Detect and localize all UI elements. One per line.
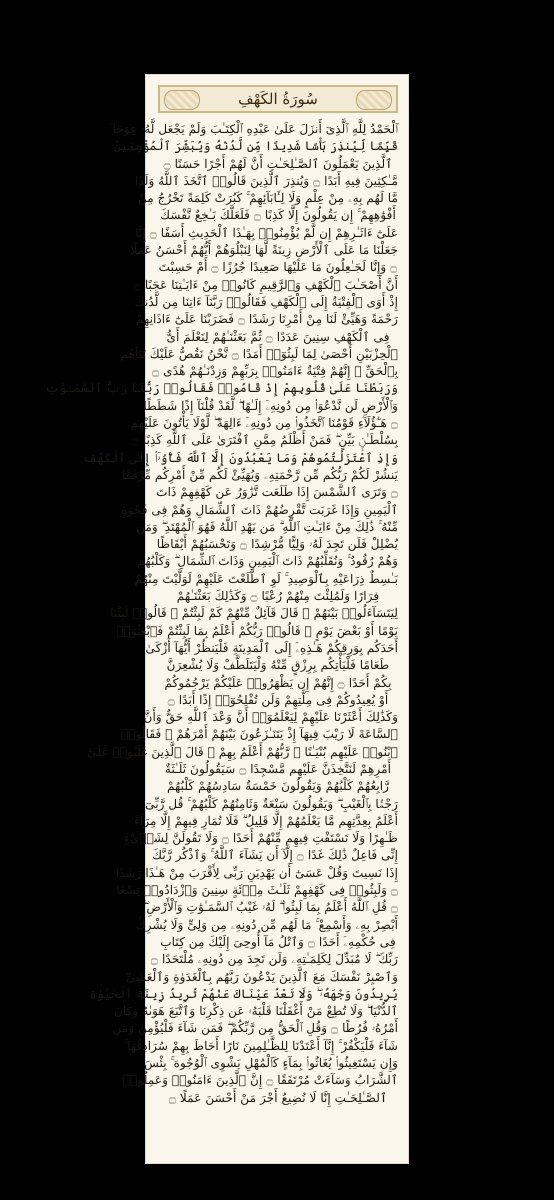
text-line: يُرِيدُونَ وَجْهَهُۥ ۖ وَلَا تَعْدُ عَيْنَاكَ عَنْهُمْ تُرِيدُ زِينَةَ ٱلْحَيَوٰةِ xyxy=(89,986,398,1001)
text-line: ٱلصَّـٰلِحَـٰتِ إِنَّا لَا نُضِيعُ أَجْرَ مَنْ أَحْسَنَ عَمَلًا ۝ xyxy=(168,1090,388,1105)
text-line: جَعَلْنَا مَا عَلَى ٱلْأَرْضِ زِينَةً لَّهَا لِنَبْلُوَهُمْ أَيُّهُمْ أَحْسَنُ عَمَلًا xyxy=(130,243,398,258)
text-line: فِى حُكْمِهِۦٓ أَحَدًا ۝ وَٱتْلُ مَآ أُوحِىَ إِلَيْكَ مِن كِتَابِ xyxy=(160,934,396,949)
text-line: طَعَامًا فَلْيَأْتِكُم بِرِزْقٍ مِّنْهُ وَلْيَتَلَطَّفْ وَلَا يُشْعِرَنَّ xyxy=(166,658,390,673)
text-line: أَمْرُهُۥ فُرُطًا ۝ وَقُلِ ٱلْحَقُّ مِن رَّبِّكُمْ ۖ فَمَن شَآءَ فَلْيُؤْمِن وَمَن xyxy=(112,1021,398,1036)
text-line: رَحْمَةً وَهَيِّئْ لَنَا مِنْ أَمْرِنَا رَشَدًا ۝ فَضَرَبْنَا عَلَىٰٓ ءَاذَانِهِمْ xyxy=(135,312,398,327)
text-line: عَلَىٰٓ ءَاثَـٰرِهِمْ إِن لَّمْ يُؤْمِنُوا۟ بِهَـٰذَا ٱلْحَدِيثِ أَسَفًا ۝ إِنَّا xyxy=(135,225,398,240)
text-line: مَّا لَهُم بِهِۦ مِنْ عِلْمٍ وَلَا لِـَٔابَآئِهِمْ ۚ كَبُرَتْ كَلِمَةً تَخْرُجُ مِنْ xyxy=(137,191,398,206)
text-line: ۝ هَـٰٓؤُلَآءِ قَوْمُنَا ٱتَّخَذُوا۟ مِن دُونِهِۦٓ ءَالِهَةً ۖ لَّوْلَا يَأْتُونَ عَلَيْهِم xyxy=(130,416,398,431)
quran-text xyxy=(44,121,398,1107)
text-line: وَهُمْ رُقُودٌ ۚ وَنُقَلِّبُهُمْ ذَاتَ ٱلْيَمِينِ وَذَاتَ ٱلشِّمَالِ ۖ وَكَلْبُهُم xyxy=(137,554,398,569)
text-line: وَٱصْبِرْ نَفْسَكَ مَعَ ٱلَّذِينَ يَدْعُونَ رَبَّهُم بِٱلْغَدَوٰةِ وَٱلْعَشِىِّ xyxy=(125,969,398,984)
text-line: قَيِّمًا لِّيُنذِرَ بَأْسًا شَدِيدًا مِّن لَّدُنْهُ وَيُبَشِّرَ ٱلْمُؤْمِنِينَ xyxy=(113,139,398,154)
text-line: يَنشُرْ لَكُمْ رَبُّكُم مِّن رَّحْمَتِهِۦ وَيُهَيِّئْ لَكُم مِّنْ أَمْرِكُم مِّرْفَقًا xyxy=(122,467,398,482)
text-line: ظَـٰهِرًا وَلَا تَسْتَفْتِ فِيهِم مِّنْهُمْ أَحَدًا ۝ وَلَا تَقُولَنَّ لِشَا۟ىْءٍ xyxy=(124,831,398,846)
surah-title: سُورَةُ الكَهْفِ xyxy=(238,90,318,108)
text-line: أَمْرِهِمْ لَنَتَّخِذَنَّ عَلَيْهِم مَّسْجِدًا ۝ سَيَقُولُونَ ثَلَـٰثَةٌ xyxy=(164,761,392,776)
text-line: ٱلدُّنْيَا ۖ وَلَا تُطِعْ مَنْ أَغْفَلْنَا قَلْبَهُۥ عَن ذِكْرِنَا وَٱتَّبَعَ هَوَىٰهُ وَكَانَ xyxy=(113,1004,398,1019)
text-line: بَـٰسِطٌ ذِرَاعَيْهِ بِٱلْوَصِيدِ ۚ لَوِ ٱطَّلَعْتَ عَلَيْهِمْ لَوَلَّيْتَ مِنْهُمْ xyxy=(134,571,398,586)
text-line: شَآءَ فَلْيَكْفُرْ ۚ إِنَّآ أَعْتَدْنَا لِلظَّـٰلِمِينَ نَارًا أَحَاطَ بِهِمْ سُرَادِقُهَا ۚ xyxy=(124,1038,398,1053)
text-line: مِّنْهُ ۚ ذَٰلِكَ مِنْ ءَايَـٰتِ ٱللَّهِ ۗ مَن يَهْدِ ٱللَّهُ فَهُوَ ٱلْمُهْتَدِ ۖ وَمَن xyxy=(136,519,398,534)
text-line: وَإِذِ ٱعْتَزَلْتُمُوهُمْ وَمَا يَعْبُدُونَ إِلَّا ٱللَّهَ فَأْوُۥٓا۟ إِلَى ٱلْكَهْفِ xyxy=(82,450,398,465)
text-line: رَجْمًۢا بِٱلْغَيْبِ ۖ وَيَقُولُونَ سَبْعَةٌ وَثَامِنُهُمْ كَلْبُهُمْ ۚ قُل رَّبِّىٓ xyxy=(145,796,398,811)
text-line: بِسُلْطَـٰنٍۭ بَيِّنٍ ۖ فَمَنْ أَظْلَمُ مِمَّنِ ٱفْتَرَىٰ عَلَى ٱللَّهِ كَذِبًا ۝ xyxy=(131,433,398,448)
text-line: أَبْصِرْ بِهِۦ وَأَسْمِعْ ۚ مَا لَهُم مِّن دُونِهِۦ مِن وَلِىٍّ وَلَا يُشْرِكُ xyxy=(135,917,398,932)
text-line: ٱلسَّاعَةَ لَا رَيْبَ فِيهَآ إِذْ يَتَنَـٰزَعُونَ بَيْنَهُمْ أَمْرَهُمْ ۖ فَقَالُوا۟ xyxy=(121,727,398,742)
text-line: أَنَّ أَصْحَـٰبَ ٱلْكَهْفِ وَٱلرَّقِيمِ كَانُوا۟ مِنْ ءَايَـٰتِنَا عَجَبًا ۝ xyxy=(133,277,398,292)
text-line: وَكَذَٰلِكَ أَعْثَرْنَا عَلَيْهِمْ لِيَعْلَمُوٓا۟ أَنَّ وَعْدَ ٱللَّهِ حَقٌّ وَأَنَّ xyxy=(143,710,398,725)
text-line: إِذْ أَوَى ٱلْفِتْيَةُ إِلَى ٱلْكَهْفِ فَقَالُوا۟ رَبَّنَآ ءَاتِنَا مِن لَّدُنكَ xyxy=(134,294,398,309)
text-line: ٱبْنُوا۟ عَلَيْهِم بُنْيَـٰنًا ۖ رَّبُّهُمْ أَعْلَمُ بِهِمْ ۚ قَالَ ٱلَّذِينَ غَلَبُوا۟ عَلَىٰٓ xyxy=(87,744,398,759)
text-line: يَوْمًا أَوْ بَعْضَ يَوْمٍ ۚ قَالُوا۟ رَبُّكُمْ أَعْلَمُ بِمَا لَبِثْتُمْ فَٱبْعَثُوٓا۟ xyxy=(116,623,398,638)
surah-header xyxy=(158,85,398,113)
text-line: أَفْوَٰهِهِمْ ۚ إِن يَقُولُونَ إِلَّا كَذِبًا ۝ فَلَعَلَّكَ بَـٰخِعٌ نَّفْسَكَ xyxy=(160,208,396,223)
ornament-left-icon xyxy=(164,90,200,110)
text-line: فِى ٱلْكَهْفِ سِنِينَ عَدَدًا ۝ ثُمَّ بَعَثْنَـٰهُمْ لِنَعْلَمَ أَىُّ xyxy=(166,329,390,344)
ornament-right-icon xyxy=(356,90,392,110)
text-line: ٱلْحِزْبَيْنِ أَحْصَىٰ لِمَا لَبِثُوٓا۟ أَمَدًا ۝ نَّحْنُ نَقُصُّ عَلَيْكَ نَبَأَهُم xyxy=(120,346,398,361)
text-line: رَّابِعُهُمْ كَلْبُهُمْ وَيَقُولُونَ خَمْسَةٌ سَادِسُهُمْ كَلْبُهُمْ xyxy=(166,779,390,794)
text-line: بِٱلْحَقِّ ۚ إِنَّهُمْ فِتْيَةٌ ءَامَنُوا۟ بِرَبِّهِمْ وَزِدْنَـٰهُمْ هُدًى ۝ xyxy=(152,364,398,379)
text-line: أَوْ يُعِيدُوكُمْ فِى مِلَّتِهِمْ وَلَن تُفْلِحُوٓا۟ إِذًا أَبَدًا ۝ xyxy=(167,692,389,707)
text-line: مَّـٰكِثِينَ فِيهِ أَبَدًا ۝ وَيُنذِرَ ٱلَّذِينَ قَالُوا۟ ٱتَّخَذَ ٱللَّهُ وَلَدًا xyxy=(134,173,398,188)
text-line: ۝ وَتَرَى ٱلشَّمْسَ إِذَا طَلَعَت تَّزَٰوَرُ عَن كَهْفِهِمْ ذَاتَ xyxy=(156,485,398,500)
text-line: يُضْلِلْ فَلَن تَجِدَ لَهُۥ وَلِيًّا مُّرْشِدًا ۝ وَتَحْسَبُهُمْ أَيْقَاظًا xyxy=(156,537,398,552)
mushaf-page xyxy=(44,74,409,1164)
text-line: رَبِّكَ ۖ لَا مُبَدِّلَ لِكَلِمَـٰتِهِۦ وَلَن تَجِدَ مِن دُونِهِۦ مُلْتَحَدًا ۝ xyxy=(150,952,398,967)
text-line: أَحَدَكُم بِوَرِقِكُمْ هَـٰذِهِۦٓ إِلَى ٱلْمَدِينَةِ فَلْيَنظُرْ أَيُّهَآ أَزْكَىٰ xyxy=(145,640,398,655)
text-line: ۝ وَلَبِثُوا۟ فِى كَهْفِهِمْ ثَلَـٰثَ مِا۟ئَةٍ سِنِينَ وَٱزْدَادُوا۟ تِسْعًا xyxy=(116,883,398,898)
text-line: لِيَتَسَآءَلُوا۟ بَيْنَهُمْ ۚ قَالَ قَآئِلٌ مِّنْهُمْ كَمْ لَبِثْتُمْ ۖ قَالُوا۟ لَبِثْنَا xyxy=(110,606,398,621)
text-line: ۝ قُلِ ٱللَّهُ أَعْلَمُ بِمَا لَبِثُوا۟ ۖ لَهُۥ غَيْبُ ٱلسَّمَـٰوَٰتِ وَٱلْأَرْضِ ۖ xyxy=(143,900,398,915)
text-line: إِنِّى فَاعِلٌ ذَٰلِكَ غَدًا ۝ إِلَّآ أَن يَشَآءَ ٱللَّهُ ۚ وَٱذْكُر رَّبَّكَ xyxy=(152,848,398,863)
text-line: وَإِن يَسْتَغِيثُوا۟ يُغَاثُوا۟ بِمَآءٍ كَٱلْمُهْلِ يَشْوِى ٱلْوُجُوهَ ۚ بِئْسَ xyxy=(144,1056,398,1071)
text-line: بِكُمْ أَحَدًا ۝ إِنَّهُمْ إِن يَظْهَرُوا۟ عَلَيْكُمْ يَرْجُمُوكُمْ xyxy=(164,675,392,690)
text-line: فِرَارًا وَلَمُلِئْتَ مِنْهُمْ رُعْبًا ۝ وَكَذَٰلِكَ بَعَثْنَـٰهُمْ xyxy=(176,589,380,604)
text-line: وَرَبَطْنَا عَلَىٰ قُلُوبِهِمْ إِذْ قَامُوا۟ فَقَالُوا۟ رَبُّنَا رَبُّ ٱلسَّمَـٰوَٰتِ xyxy=(44,381,398,396)
text-line: ۝ وَإِنَّا لَجَـٰعِلُونَ مَا عَلَيْهَا صَعِيدًا جُرُزًا ۝ أَمْ حَسِبْتَ xyxy=(158,260,398,275)
text-line: ٱلشَّرَابُ وَسَآءَتْ مُرْتَفَقًا ۝ إِنَّ ٱلَّذِينَ ءَامَنُوا۟ وَعَمِلُوا۟ xyxy=(122,1073,398,1088)
text-line: أَعْلَمُ بِعِدَّتِهِم مَّا يَعْلَمُهُمْ إِلَّا قَلِيلٌ ۗ فَلَا تُمَارِ فِيهِمْ إِلَّا مِرَآءً xyxy=(134,813,398,828)
text-line: إِذَا نَسِيتَ وَقُلْ عَسَىٰٓ أَن يَهْدِيَنِ رَبِّى لِأَقْرَبَ مِنْ هَـٰذَا رَشَدًا xyxy=(115,865,398,880)
text-line: وَٱلْأَرْضِ لَن نَّدْعُوَا۟ مِن دُونِهِۦٓ إِلَـٰهًا ۖ لَّقَدْ قُلْنَآ إِذًا شَطَطًا xyxy=(143,398,398,413)
text-line: ٱلَّذِينَ يَعْمَلُونَ ٱلصَّـٰلِحَـٰتِ أَنَّ لَهُمْ أَجْرًا حَسَنًا ۝ xyxy=(163,156,393,171)
text-line: ٱلْيَمِينِ وَإِذَا غَرَبَت تَّقْرِضُهُمْ ذَاتَ ٱلشِّمَالِ وَهُمْ فِى فَجْوَةٍ xyxy=(121,502,398,517)
text-line: ٱلْحَمْدُ لِلَّهِ ٱلَّذِىٓ أَنزَلَ عَلَىٰ عَبْدِهِ ٱلْكِتَـٰبَ وَلَمْ يَجْعَل لَّهُۥ عِوَجَا ۜ xyxy=(109,122,398,136)
